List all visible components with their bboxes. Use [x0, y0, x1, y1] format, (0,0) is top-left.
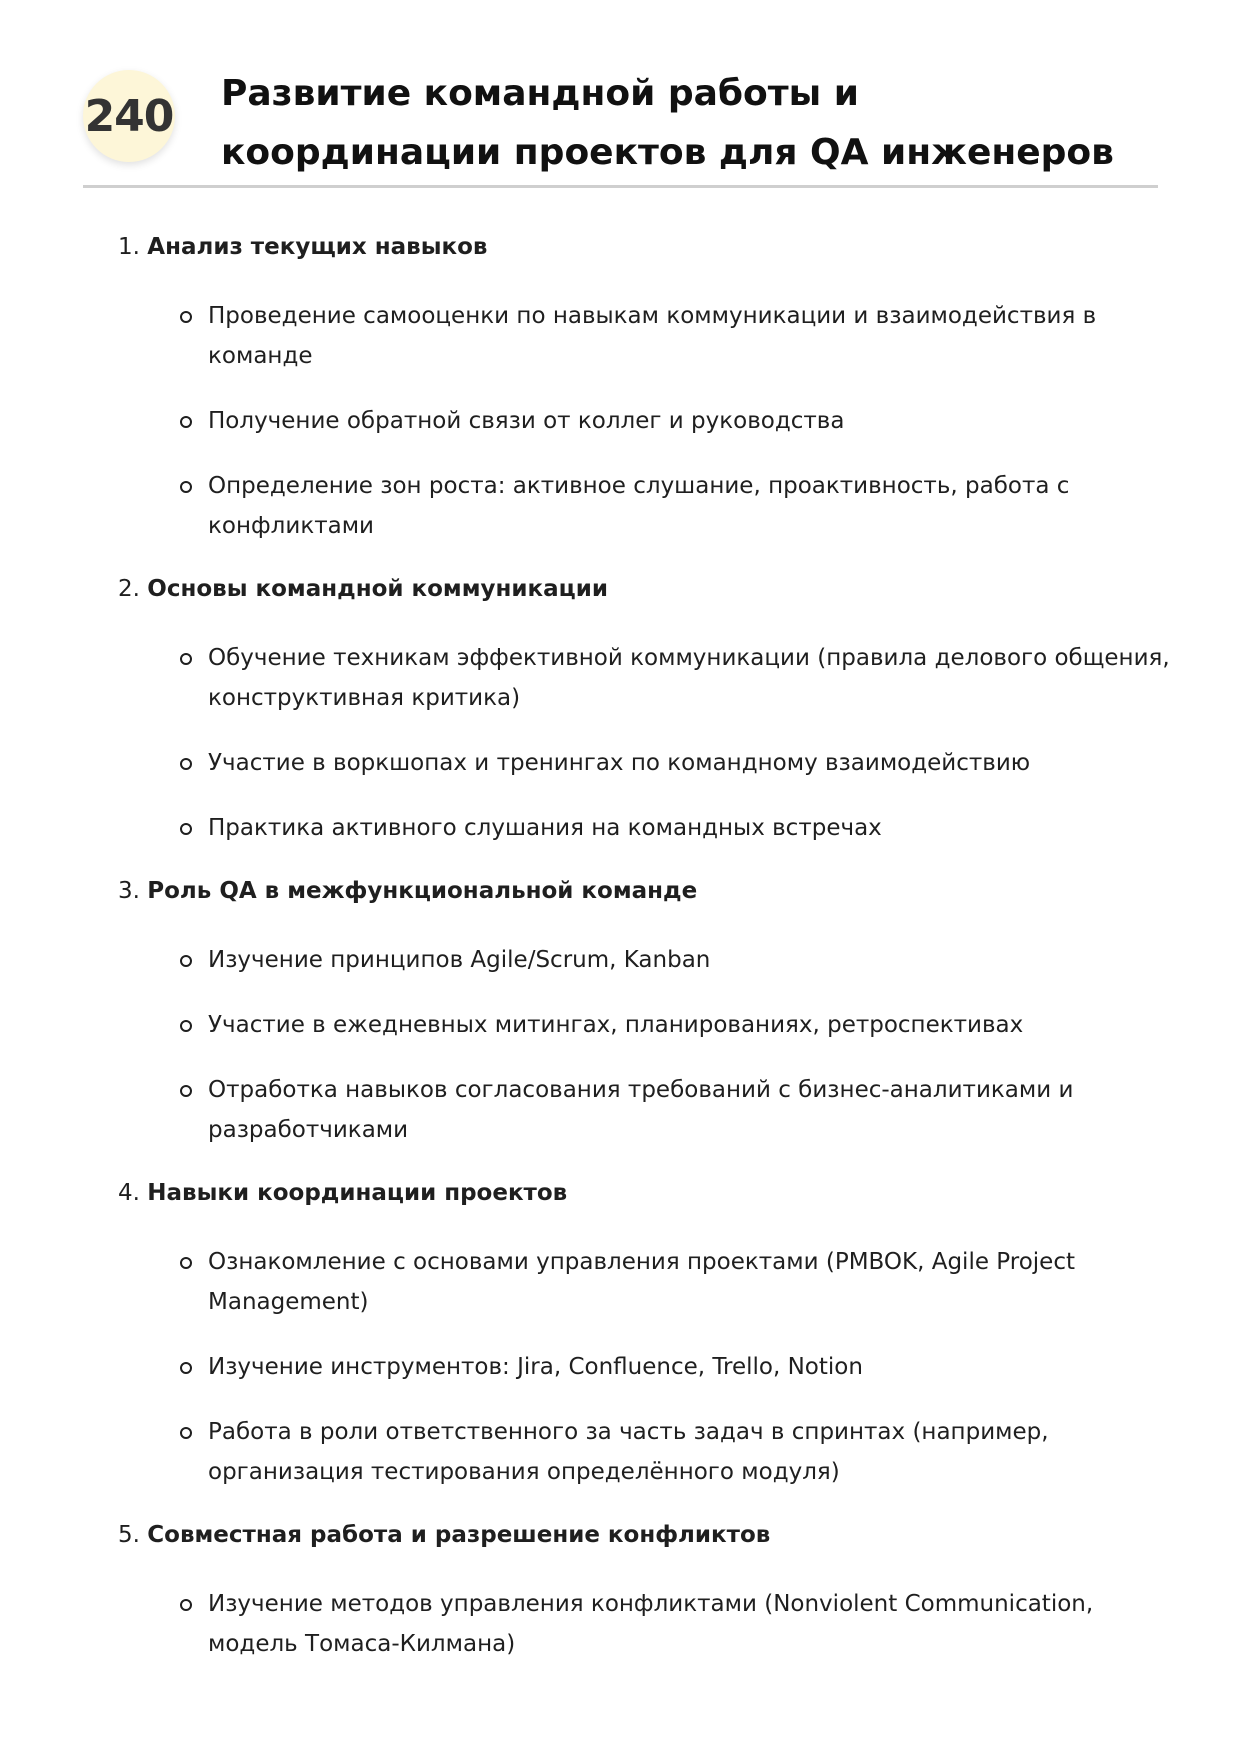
section-4	[118, 1178, 1168, 1492]
list-item	[118, 808, 1188, 848]
section-heading	[118, 574, 1168, 604]
hollow-circle-bullet-icon	[180, 481, 192, 493]
page-header	[83, 60, 1158, 188]
list-item-text: Практика активного слушания на командных встречах	[208, 815, 882, 841]
list-item	[118, 1412, 1188, 1492]
document-body	[118, 232, 1168, 1692]
section-list	[118, 232, 1168, 1664]
hollow-circle-bullet-icon	[180, 416, 192, 428]
hollow-circle-bullet-icon	[180, 1599, 192, 1611]
hollow-circle-bullet-icon	[180, 1362, 192, 1374]
bullet-list	[118, 1584, 1168, 1664]
hollow-circle-bullet-icon	[180, 823, 192, 835]
list-item	[118, 638, 1188, 718]
list-item-text: Изучение принципов Agile/Scrum, Kanban	[208, 947, 711, 973]
page-title: Развитие командной работы и координации проектов для QA инженеров	[221, 73, 1114, 173]
list-item-text: Обучение техникам эффективной коммуникации (правила делового общения, конструктивная критика)	[208, 645, 1170, 711]
list-item	[118, 296, 1188, 376]
list-item-text: Изучение методов управления конфликтами (Nonviolent Communication, модель Томаса-Килмана)	[208, 1591, 1094, 1657]
hollow-circle-bullet-icon	[180, 653, 192, 665]
section-heading	[118, 1520, 1168, 1550]
section-number: 3.	[118, 878, 140, 904]
section-3	[118, 876, 1168, 1150]
hollow-circle-bullet-icon	[180, 1427, 192, 1439]
list-item-text: Ознакомление с основами управления проектами (PMBOK, Agile Project Management)	[208, 1249, 1075, 1315]
list-item-text: Получение обратной связи от коллег и руководства	[208, 408, 845, 434]
section-number: 5.	[118, 1522, 140, 1548]
section-heading	[118, 1178, 1168, 1208]
hollow-circle-bullet-icon	[180, 758, 192, 770]
section-5	[118, 1520, 1168, 1664]
list-item	[118, 466, 1188, 546]
section-title: Совместная работа и разрешение конфликтов	[147, 1522, 771, 1548]
section-number: 4.	[118, 1180, 140, 1206]
hollow-circle-bullet-icon	[180, 1085, 192, 1097]
hollow-circle-bullet-icon	[180, 1020, 192, 1032]
page-number-badge: 240	[83, 70, 175, 162]
list-item-text: Участие в воркшопах и тренингах по командному взаимодействию	[208, 750, 1031, 776]
section-heading	[118, 232, 1168, 262]
list-item-text: Изучение инструментов: Jira, Confluence, Trello, Notion	[208, 1354, 863, 1380]
bullet-list	[118, 296, 1168, 546]
list-item	[118, 401, 1188, 441]
section-title: Навыки координации проектов	[147, 1180, 568, 1206]
list-item-text: Проведение самооценки по навыкам коммуникации и взаимодействия в команде	[208, 303, 1097, 369]
section-1	[118, 232, 1168, 546]
section-heading	[118, 876, 1168, 906]
list-item	[118, 1005, 1188, 1045]
bullet-list	[118, 940, 1168, 1150]
list-item	[118, 743, 1188, 783]
section-title: Основы командной коммуникации	[147, 576, 608, 602]
list-item-text: Работа в роли ответственного за часть задач в спринтах (например, организация тестирования определённого модуля)	[208, 1419, 1049, 1485]
list-item	[118, 940, 1188, 980]
hollow-circle-bullet-icon	[180, 311, 192, 323]
bullet-list	[118, 1242, 1168, 1492]
section-title: Анализ текущих навыков	[147, 234, 488, 260]
list-item	[118, 1347, 1188, 1387]
bullet-list	[118, 638, 1168, 848]
list-item-text: Участие в ежедневных митингах, планированиях, ретроспективах	[208, 1012, 1024, 1038]
hollow-circle-bullet-icon	[180, 955, 192, 967]
list-item-text: Определение зон роста: активное слушание, проактивность, работа с конфликтами	[208, 473, 1070, 539]
section-title: Роль QA в межфункциональной команде	[147, 878, 698, 904]
list-item-text: Отработка навыков согласования требований с бизнес-аналитиками и разработчиками	[208, 1077, 1074, 1143]
list-item	[118, 1242, 1188, 1322]
section-number: 1.	[118, 234, 140, 260]
section-2	[118, 574, 1168, 848]
section-number: 2.	[118, 576, 140, 602]
list-item	[118, 1584, 1188, 1664]
hollow-circle-bullet-icon	[180, 1257, 192, 1269]
list-item	[118, 1070, 1188, 1150]
